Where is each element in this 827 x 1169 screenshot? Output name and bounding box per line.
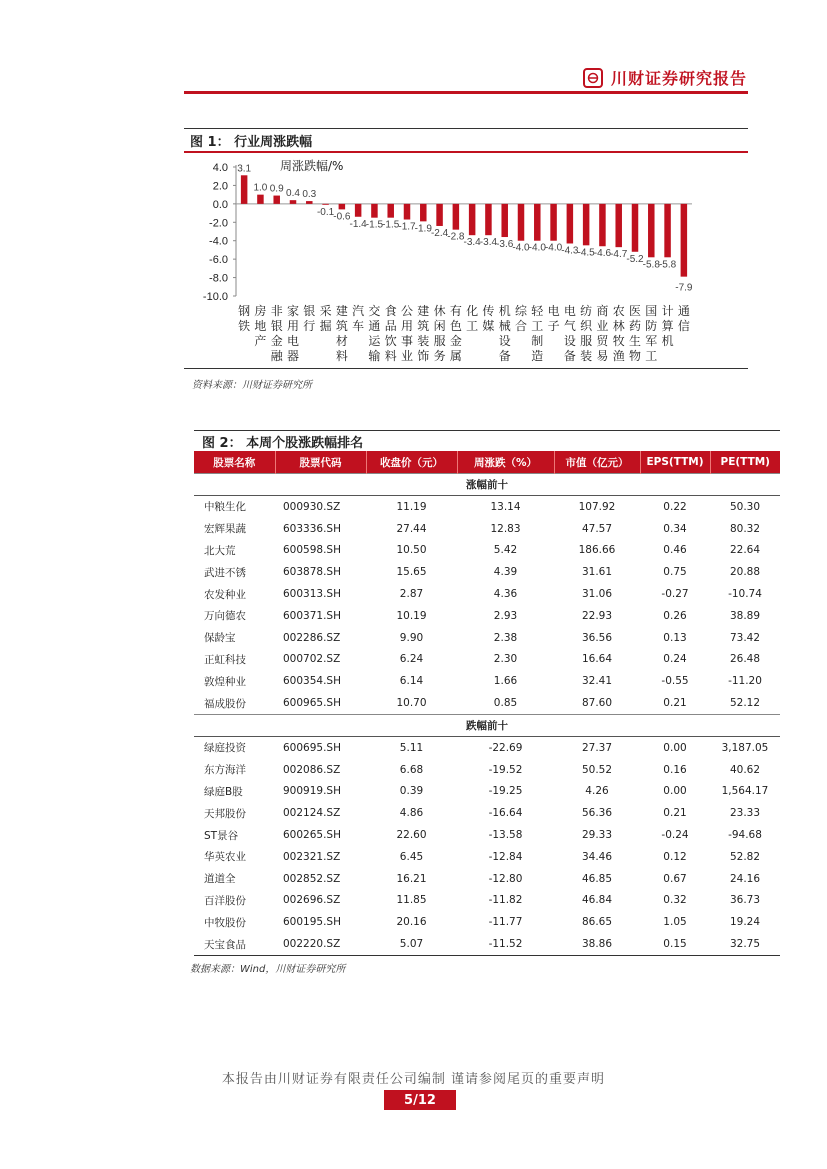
table-cell: 38.86	[554, 933, 640, 955]
table-cell: 11.85	[396, 894, 427, 907]
figure2-source: 数据来源：Wind，川财证券研究所	[190, 964, 346, 975]
bar-value-label: -1.7	[398, 221, 416, 233]
table-cell: 23.33	[729, 807, 761, 820]
table-row	[194, 933, 780, 955]
bar-value-label: -5.2	[626, 253, 644, 265]
y-tick-label: 4.0	[212, 162, 228, 174]
table-cell: 4.86	[399, 807, 424, 820]
bar	[355, 204, 362, 217]
table-cell: 600265.SH	[283, 829, 341, 842]
table-cell: -0.27	[661, 588, 689, 601]
category-label: 计算机	[661, 304, 674, 348]
bar-value-label: -1.4	[349, 218, 367, 230]
y-tick-label: -4.0	[209, 235, 228, 248]
table-cell: 中粮生化	[204, 501, 246, 514]
category-label: 建筑装饰	[417, 304, 430, 363]
table-cell: 002852.SZ	[283, 872, 341, 885]
table-cell: 002086.SZ	[283, 763, 341, 776]
category-label: 银行	[303, 304, 316, 333]
table-cell: -0.24	[661, 829, 689, 842]
table-cell: 福成股份	[204, 697, 246, 710]
table-cell: 10.70	[396, 697, 427, 710]
table-cell: -11.82	[488, 894, 523, 907]
bar-value-label: -2.4	[430, 227, 449, 239]
bar-value-label: -3.4	[463, 237, 481, 249]
bar-value-label: -4.0	[512, 242, 530, 254]
table-cell: 0.39	[399, 785, 424, 798]
table-row	[194, 605, 780, 627]
bar-value-label: -1.9	[414, 223, 432, 235]
category-label: 汽车	[352, 304, 365, 333]
bar	[257, 195, 264, 204]
table-cell: 0.21	[663, 807, 687, 820]
table-cell: 80.32	[729, 522, 761, 535]
table-row	[194, 496, 780, 518]
figure1-source: 资料来源：川财证券研究所	[192, 380, 312, 391]
figure2-title: 图 2： 本周个股涨跌幅排名	[202, 435, 364, 451]
table-cell: 0.21	[663, 697, 687, 710]
category-label: 食品饮料	[384, 304, 397, 363]
table-cell: 1.66	[493, 675, 518, 688]
bar	[534, 204, 541, 241]
category-label: 采掘	[319, 304, 332, 333]
bar-value-label: 1.0	[253, 182, 268, 194]
category-label: 轻工制造	[531, 304, 544, 363]
bar	[615, 204, 622, 247]
table-cell: 38.89	[729, 609, 761, 622]
table-cell: 3,187.05	[721, 741, 769, 754]
bar	[387, 204, 394, 218]
table-cell: 46.85	[581, 872, 613, 885]
table-row	[194, 890, 780, 912]
table-row	[194, 540, 780, 562]
bar	[469, 204, 476, 235]
table-cell: 34.46	[581, 850, 613, 863]
y-tick-label: 0.0	[212, 198, 228, 211]
table-cell: 6.14	[399, 675, 424, 688]
table-cell: 5.07	[366, 933, 457, 955]
table-cell: -12.84	[488, 850, 523, 863]
table-cell: 0.75	[663, 566, 687, 579]
table-cell: 002124.SZ	[283, 807, 341, 820]
table-cell: 27.37	[581, 741, 613, 754]
table-cell: 华英农业	[204, 851, 246, 864]
table-cell: 2.30	[493, 653, 518, 666]
bar-value-label: -4.0	[528, 242, 546, 254]
table-cell: 47.57	[581, 522, 613, 535]
bar	[501, 204, 508, 237]
table-cell: 1.05	[663, 916, 687, 929]
table-cell: 600371.SH	[283, 609, 341, 622]
bar-value-label: 0.9	[269, 183, 284, 195]
figure1-title-bar	[184, 128, 748, 153]
bar	[322, 204, 329, 205]
table-row	[194, 561, 780, 583]
table-cell: -11.52	[457, 933, 554, 955]
table-cell: 31.06	[581, 588, 613, 601]
table-cell: 20.16	[396, 916, 427, 929]
category-label: 交通运输	[368, 304, 381, 363]
bar-value-label: -7.9	[675, 282, 693, 294]
category-label: 传媒	[482, 304, 495, 333]
bar	[632, 204, 639, 252]
bar	[583, 204, 590, 245]
table-cell: 186.66	[578, 544, 616, 557]
page-number: 5/12	[384, 1090, 456, 1110]
table-cell: 36.73	[729, 894, 761, 907]
table-cell: 40.62	[729, 763, 761, 776]
table-cell: 6.24	[399, 653, 424, 666]
bar-value-label: -4.0	[544, 242, 563, 254]
category-label: 有色金属	[449, 304, 462, 363]
table-cell: 0.13	[663, 631, 687, 644]
bar-value-label: -0.1	[316, 206, 335, 218]
table-cell: 26.48	[729, 653, 761, 666]
table-cell: 2.93	[493, 609, 518, 622]
category-label: 非银金融	[270, 304, 283, 363]
table-cell: 0.67	[663, 872, 687, 885]
table-cell: 百洋股份	[204, 894, 246, 907]
table-cell: 0.00	[663, 741, 687, 754]
bar	[420, 204, 427, 222]
table-row	[194, 670, 780, 692]
table-cell: 52.12	[729, 697, 761, 710]
bar	[599, 204, 606, 246]
table-cell: 600695.SH	[283, 741, 341, 754]
bar-value-label: 0.3	[302, 189, 317, 201]
category-label: 医药生物	[628, 304, 642, 363]
category-label: 农林牧渔	[612, 304, 625, 363]
table-cell: -11.20	[728, 675, 762, 688]
table-cell: 000702.SZ	[283, 653, 341, 666]
figure1-title: 图 1： 行业周涨跌幅	[190, 134, 313, 150]
bar	[404, 204, 411, 220]
bar-value-label: -0.6	[333, 211, 351, 223]
table-cell: -11.77	[488, 916, 523, 929]
table-cell: 22.93	[581, 609, 613, 622]
table-cell: 24.16	[729, 872, 761, 885]
table-cell: 20.88	[729, 566, 761, 579]
category-label: 综合	[514, 304, 528, 333]
category-label: 国防军工	[645, 304, 658, 363]
bar	[518, 204, 525, 241]
section-label: 跌幅前十	[194, 714, 780, 736]
table-cell: 10.50	[396, 544, 427, 557]
table-cell: 6.45	[399, 850, 424, 863]
table-cell: 603336.SH	[283, 522, 341, 535]
table-cell: 6.68	[399, 763, 424, 776]
header-rule	[184, 91, 748, 94]
bar-value-label: -5.8	[642, 259, 660, 271]
table-cell: 600354.SH	[283, 675, 341, 688]
table-cell: 002321.SZ	[283, 850, 341, 863]
table-cell: 36.56	[581, 631, 613, 644]
table-cell: 52.82	[729, 850, 761, 863]
table-cell: 46.84	[581, 894, 613, 907]
category-label: 建筑材料	[335, 304, 348, 363]
bar	[273, 196, 280, 204]
table-cell: -12.80	[488, 872, 523, 885]
stock-ranking-table	[194, 451, 780, 956]
table-cell: 农发种业	[204, 588, 246, 601]
table-cell: 中牧股份	[204, 916, 246, 929]
table-cell: 600598.SH	[283, 544, 341, 557]
bar	[648, 204, 655, 257]
table-cell: 天宝食品	[194, 933, 275, 955]
section-label: 涨幅前十	[194, 474, 780, 496]
table-cell: 东方海洋	[204, 764, 246, 777]
bar-value-label: -4.5	[577, 247, 595, 259]
category-label: 纺织服装	[580, 304, 593, 363]
table-cell: 4.39	[493, 566, 518, 579]
y-tick-label: -8.0	[209, 272, 228, 285]
table-cell: 0.12	[663, 850, 687, 863]
table-cell: 正虹科技	[204, 653, 246, 666]
category-label: 电气设备	[563, 304, 576, 363]
category-label: 化工	[466, 304, 479, 333]
bar	[453, 204, 460, 230]
table-cell: 002286.SZ	[283, 631, 341, 644]
bar-value-label: 0.4	[286, 188, 300, 200]
bar	[485, 204, 492, 235]
y-tick-label: -6.0	[209, 254, 228, 267]
table-cell: 北大荒	[204, 544, 236, 557]
table-cell: -13.58	[488, 829, 523, 842]
table-cell: 0.16	[663, 763, 687, 776]
table-cell: 600313.SH	[283, 588, 341, 601]
category-label: 家用电器	[286, 304, 300, 363]
bar	[339, 204, 346, 210]
col-header: 周涨跌（%）	[457, 451, 554, 474]
footer-disclaimer: 本报告由川财证券有限责任公司编制 谨请参阅尾页的重要声明	[221, 1072, 606, 1087]
table-cell: -19.52	[488, 763, 523, 776]
table-cell: 86.65	[581, 916, 613, 929]
table-cell: 73.42	[729, 631, 761, 644]
table-row	[194, 868, 780, 890]
table-cell: 4.26	[585, 785, 609, 798]
table-cell: 2.87	[399, 588, 424, 601]
table-cell: 22.64	[729, 544, 761, 557]
table-cell: 56.36	[581, 807, 613, 820]
table-row	[194, 692, 780, 714]
table-row	[194, 583, 780, 605]
table-cell: 1,564.17	[721, 785, 769, 798]
table-cell: 50.30	[729, 500, 761, 513]
table-cell: 0.24	[663, 653, 687, 666]
category-label: 公用事业	[400, 304, 414, 363]
table-cell: 0.15	[640, 933, 710, 955]
y-tick-label: -10.0	[202, 291, 228, 303]
table-row	[194, 911, 780, 933]
bar-value-label: 3.1	[237, 163, 252, 175]
table-row	[194, 846, 780, 868]
table-cell: -22.69	[488, 741, 523, 754]
bar	[371, 204, 378, 218]
bar	[550, 204, 557, 241]
bar	[241, 175, 248, 204]
bar	[436, 204, 443, 226]
table-cell: 31.61	[581, 566, 613, 579]
table-row	[194, 736, 780, 758]
table-row	[194, 781, 780, 803]
table-cell: 0.34	[663, 522, 687, 535]
table-cell: 603878.SH	[283, 566, 341, 579]
table-cell: 11.19	[396, 500, 427, 513]
table-row	[194, 802, 780, 824]
table-cell: 19.24	[729, 916, 761, 929]
table-cell: 绿庭投资	[204, 742, 246, 755]
industry-chart	[184, 152, 748, 367]
category-label: 商业贸易	[596, 304, 609, 363]
table-cell: 12.83	[490, 522, 521, 535]
bar	[681, 204, 688, 277]
category-label: 通信	[677, 304, 690, 333]
table-cell: 87.60	[581, 697, 613, 710]
table-cell: 107.92	[578, 500, 616, 513]
table-header-row	[194, 451, 780, 474]
table-row	[194, 627, 780, 649]
legend-label: 周涨跌幅/%	[280, 159, 344, 173]
y-tick-label: -2.0	[209, 217, 228, 230]
table-cell: 0.22	[663, 500, 687, 513]
y-tick-label: 2.0	[212, 180, 228, 193]
table-cell: -16.64	[488, 807, 523, 820]
bar	[306, 201, 313, 204]
figure2-title-bar	[194, 430, 780, 451]
table-cell: 5.11	[399, 741, 424, 754]
table-cell: 0.85	[493, 697, 518, 710]
table-cell: 002220.SZ	[275, 933, 366, 955]
table-cell: 10.19	[396, 609, 427, 622]
category-label: 钢铁	[238, 304, 251, 333]
table-cell: 0.46	[663, 544, 687, 557]
table-cell: 600195.SH	[283, 916, 341, 929]
table-cell: 武进不锈	[204, 566, 246, 579]
bar-value-label: -4.7	[610, 249, 628, 261]
table-cell: 32.41	[581, 675, 613, 688]
table-cell: 保龄宝	[204, 632, 236, 645]
section-row	[194, 714, 780, 736]
table-cell: 29.33	[581, 829, 613, 842]
table-cell: 000930.SZ	[283, 500, 341, 513]
bar-value-label: -3.6	[496, 239, 514, 251]
table-cell: 32.75	[710, 933, 780, 955]
category-label: 房地产	[254, 304, 267, 348]
table-row	[194, 824, 780, 846]
category-label: 机械设备	[498, 304, 511, 363]
bar-value-label: -3.4	[479, 237, 498, 249]
bar	[290, 200, 297, 204]
bar	[664, 204, 671, 257]
table-cell: 002696.SZ	[283, 894, 341, 907]
bar-value-label: -1.5	[382, 219, 400, 231]
table-row	[194, 759, 780, 781]
table-cell: 0.26	[663, 609, 687, 622]
table-row	[194, 649, 780, 671]
table-cell: 16.64	[581, 653, 613, 666]
table-cell: -19.25	[488, 785, 523, 798]
table-cell: 5.42	[493, 544, 518, 557]
col-header: 收盘价（元）	[366, 451, 457, 474]
table-cell: 敦煌种业	[204, 675, 246, 688]
table-cell: 0.00	[663, 785, 687, 798]
col-header: 市值（亿元）	[554, 451, 640, 474]
header-brand	[583, 66, 747, 89]
industry-chart-svg	[184, 152, 748, 367]
table-cell: -94.68	[728, 829, 762, 842]
col-header: PE(TTM)	[710, 451, 780, 474]
table-cell: -0.55	[661, 675, 689, 688]
bar-value-label: -1.5	[365, 219, 384, 231]
category-label: 电子	[547, 304, 560, 333]
table-cell: 15.65	[396, 566, 427, 579]
bar-value-label: -4.3	[561, 245, 579, 257]
figure1-bottom-rule	[184, 368, 748, 369]
col-header: EPS(TTM)	[640, 451, 710, 474]
category-label: 休闲服务	[433, 304, 446, 363]
table-cell: 万向德农	[204, 610, 246, 623]
brand-logo-icon	[583, 68, 603, 88]
table-cell: 16.21	[396, 872, 427, 885]
table-cell: 50.52	[581, 763, 613, 776]
col-header: 股票代码	[275, 451, 366, 474]
table-cell: 天邦股份	[204, 807, 246, 820]
table-cell: 9.90	[399, 631, 424, 644]
bar-value-label: -5.8	[658, 259, 677, 271]
bar	[567, 204, 574, 244]
table-cell: 4.36	[493, 588, 518, 601]
table-cell: 22.60	[396, 829, 427, 842]
table-cell: 600965.SH	[283, 697, 341, 710]
bar-value-label: -2.8	[447, 231, 465, 243]
table-row	[194, 518, 780, 540]
section-row	[194, 474, 780, 496]
bar-value-label: -4.6	[593, 248, 612, 260]
table-cell: 绿庭B股	[204, 785, 243, 798]
table-cell: -10.74	[728, 588, 762, 601]
col-header: 股票名称	[194, 451, 275, 474]
table-cell: 0.32	[663, 894, 687, 907]
table-cell: 900919.SH	[283, 785, 341, 798]
table-cell: 13.14	[490, 500, 521, 513]
table-cell: 27.44	[396, 522, 427, 535]
brand-name: 川财证券研究报告	[610, 69, 747, 88]
table-cell: 道道全	[204, 873, 236, 886]
table-cell: 宏辉果蔬	[204, 523, 246, 536]
table-cell: 2.38	[493, 631, 518, 644]
table-cell: ST景谷	[204, 829, 239, 842]
